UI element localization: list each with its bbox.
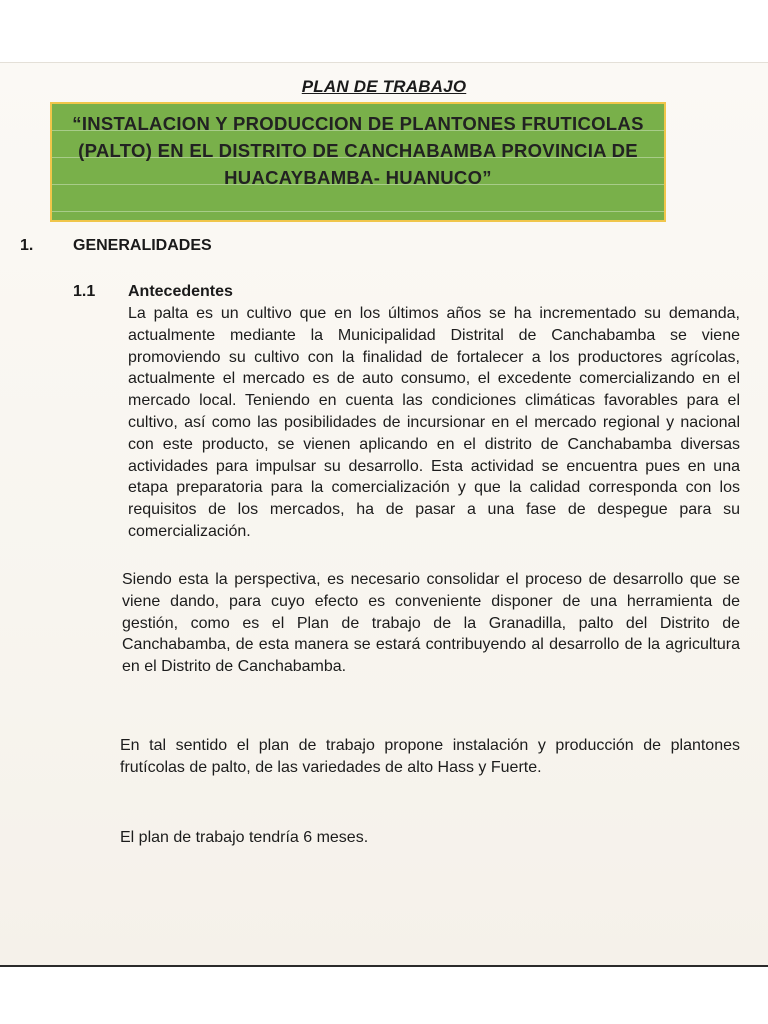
project-title-box <box>50 102 666 222</box>
project-title: “INSTALACION Y PRODUCCION DE PLANTONES FRUTICOLAS (PALTO) EN EL DISTRITO DE CANCHABAMBA PROVINCIA DE HUACAYBAMBA- HUANUCO” <box>72 113 644 188</box>
paragraph-antecedentes-4: El plan de trabajo tendría 6 meses. <box>120 829 369 846</box>
section-title: GENERALIDADES <box>73 237 212 254</box>
paragraph-antecedentes-3: En tal sentido el plan de trabajo propone instalación y producción de plantones frutícolas de palto, de las variedades de alto Hass y Fuerte. <box>120 737 740 776</box>
subsection-title: Antecedentes <box>128 283 233 300</box>
subsection-number: 1.1 <box>73 283 96 300</box>
section-number: 1. <box>20 237 34 254</box>
paragraph-antecedentes-1: La palta es un cultivo que en los últimos años se ha incrementado su demanda, actualmente mediante la Municipalidad Distrital de Canchabamba se viene promoviendo su cultivo con la finalidad de fortalecer a los productores agrícolas, actualmente el mercado es de auto consumo, el excedente comercializando en el mercado local. Teniendo en cuenta las condiciones climáticas favorables para el cultivo, así como las posibilidades de incursionar en el mercado regional y nacional con este producto, se vienen aplicando en el distrito de Canchabamba diversas actividades para impulsar su desarrollo. Esta actividad se encuentra pues en una etapa preparatoria para la comercialización y que la calidad corresponda con los requisitos de los mercados, ha de pasar a una fase de despegue para su comercialización. <box>128 305 740 540</box>
paragraph-antecedentes-2: Siendo esta la perspectiva, es necesario consolidar el proceso de desarrollo que se viene dando, para cuyo efecto es conveniente disponer de una herramienta de gestión, como es el Plan de trabajo de la Granadilla, palto del Distrito de Canchabamba, de esta manera se estará contribuyendo al desarrollo de la agricultura en el Distrito de Canchabamba. <box>122 571 740 676</box>
document-title: PLAN DE TRABAJO <box>301 77 467 96</box>
document-page <box>0 62 768 967</box>
